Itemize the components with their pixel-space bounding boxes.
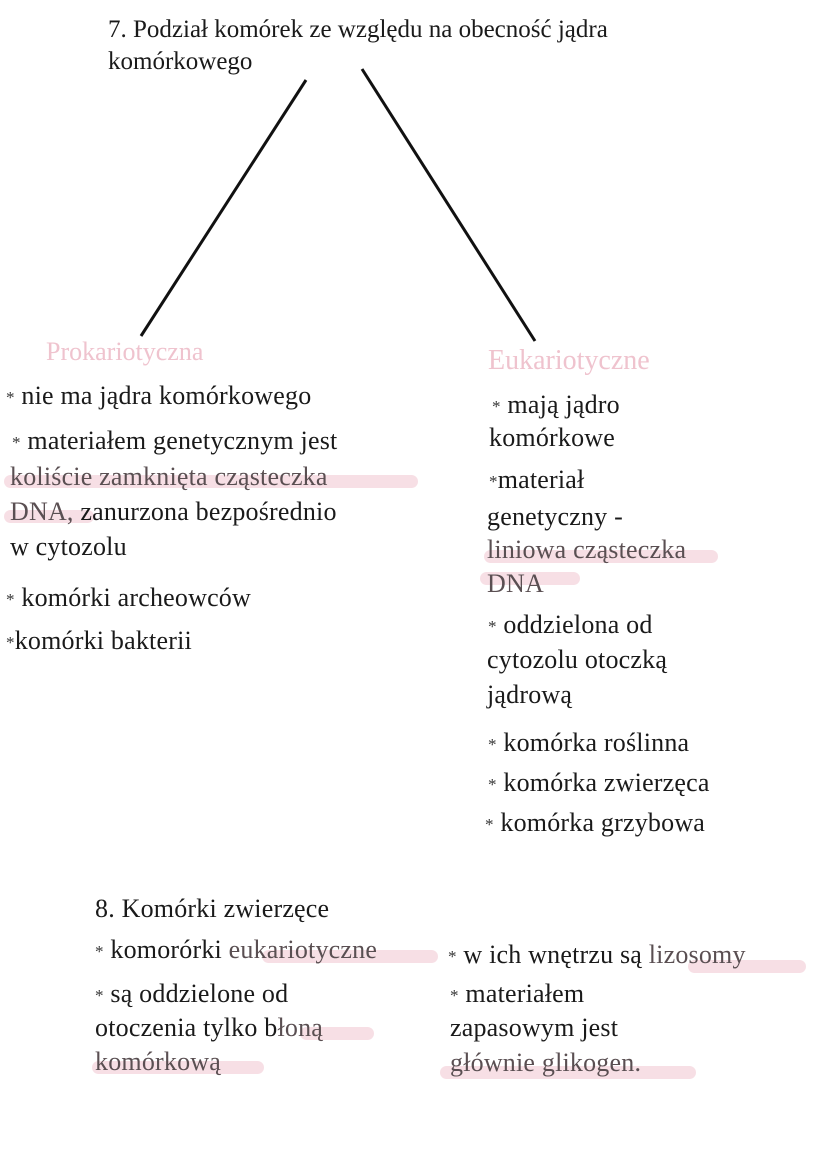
eukaryotic-item-2-line3: liniowa cząsteczka [487,535,687,564]
bullet-star-icon: * [6,388,15,407]
bullet-star-icon: * [488,775,497,794]
bullet-star-icon: * [6,590,15,609]
eukaryotic-item-2: *materiał [489,465,585,494]
section7-title-line1: 7. Podział komórek ze względu na obecność jądra [108,16,608,43]
section8-title: 8. Komórki zwierzęce [95,894,330,923]
animal-item-1: * komorórki eukariotyczne [95,935,378,964]
prokaryotic-item-2-line3: DNA, zanurzona bezpośrednio [10,497,337,526]
eukaryotic-item-3-line2: cytozolu otoczką [487,645,668,674]
eukaryotic-item-1-line2: komórkowe [489,423,615,452]
branch-line-left [141,80,306,336]
animal-item-2-line2: otoczenia tylko błoną [95,1013,324,1042]
prokaryotic-item-2-line2: koliście zamknięta cząsteczka [10,462,328,491]
eukaryotic-item-6: * komórka grzybowa [485,808,706,837]
animal-item-3: * w ich wnętrzu są lizosomy [448,940,746,969]
heading-prokaryotic: Prokariotyczna [46,337,204,366]
eukaryotic-item-2-line4: DNA [487,569,544,598]
animal-item-4-line2: zapasowym jest [450,1013,619,1042]
section7-title-line2: komórkowego [108,48,253,75]
eukaryotic-item-1: * mają jądro [492,390,620,419]
eukaryotic-item-3: * oddzielona od [488,610,653,639]
bullet-star-icon: * [485,815,494,834]
animal-item-4: * materiałem [450,979,585,1008]
bullet-star-icon: * [95,986,104,1005]
bullet-star-icon: * [448,947,457,966]
prokaryotic-item-4: *komórki bakterii [6,626,192,655]
prokaryotic-item-3: * komórki archeowców [6,583,251,612]
eukaryotic-item-3-line3: jądrową [487,680,573,709]
bullet-star-icon: * [95,942,104,961]
bullet-star-icon: * [492,397,501,416]
heading-eukaryotic: Eukariotyczne [488,345,650,376]
bullet-star-icon: * [12,433,21,452]
bullet-star-icon: * [6,633,15,652]
bullet-star-icon: * [450,986,459,1005]
eukaryotic-item-2-line2: genetyczny - [487,502,623,531]
bullet-star-icon: * [488,735,497,754]
bullet-star-icon: * [489,472,498,491]
branch-line-right [362,69,535,341]
eukaryotic-item-5: * komórka zwierzęca [488,768,710,797]
bullet-star-icon: * [488,617,497,636]
prokaryotic-item-1: * nie ma jądra komórkowego [6,381,312,410]
animal-item-2: * są oddzielone od [95,979,289,1008]
animal-item-4-line3: głównie glikogen. [450,1048,642,1077]
eukaryotic-item-4: * komórka roślinna [488,728,690,757]
prokaryotic-item-2: * materiałem genetycznym jest [12,426,338,455]
animal-item-2-line3: komórkową [95,1047,221,1076]
prokaryotic-item-2-line4: w cytozolu [10,532,127,561]
